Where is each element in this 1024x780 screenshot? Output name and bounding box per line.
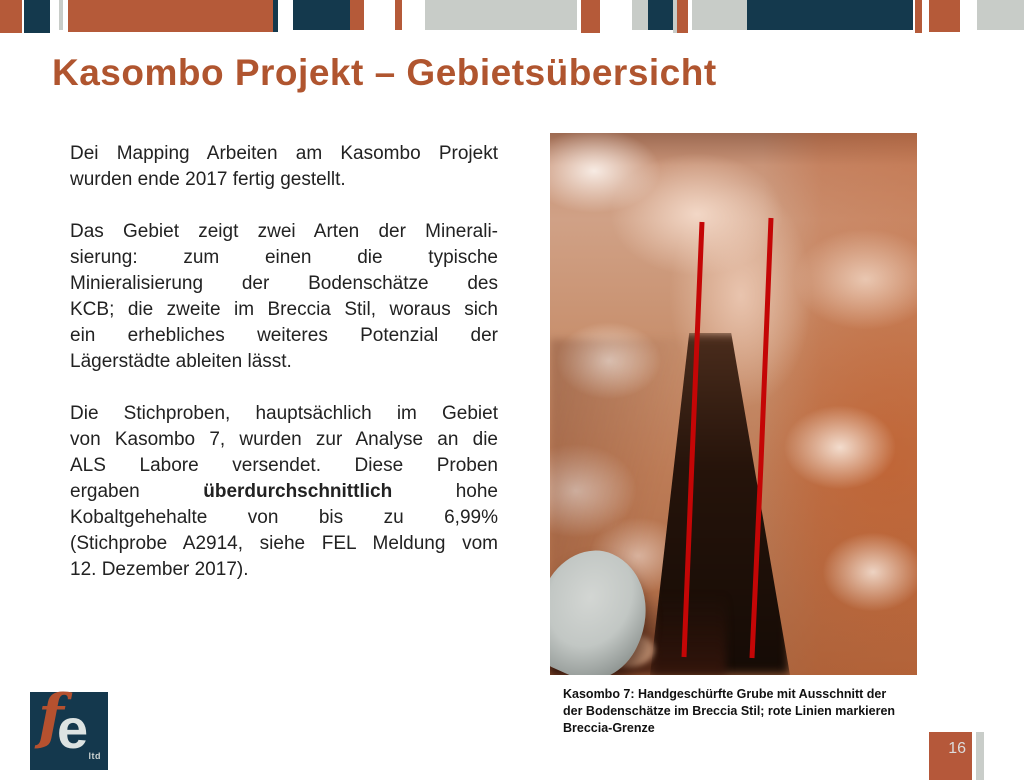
photo-caption [563, 686, 925, 737]
fe-ltd-logo [30, 682, 108, 770]
paragraph-mapping [70, 141, 498, 193]
paragraph-stichproben [70, 401, 498, 583]
text-line: (Stichprobe A2914, siehe FEL Meldung vom [70, 533, 498, 554]
top-bar-block [425, 0, 577, 30]
text-line: wurden ende 2017 fertig gestellt. [70, 169, 346, 190]
text-line: 12. Dezember 2017). [70, 559, 249, 580]
logo-ltd-text: ltd [88, 751, 101, 761]
pit-photo [550, 133, 917, 675]
paragraph-mineralisierung [70, 219, 498, 375]
text-line: ALS Labore versendet. Diese Proben [70, 455, 498, 476]
top-bar-block [977, 0, 1024, 30]
text-line: ein erhebliches weiteres Potenzial der [70, 325, 498, 346]
breccia-line-right [752, 218, 771, 658]
page-number-box: 16 [929, 732, 972, 780]
text-line: ergaben überdurchschnittlich hohe [70, 481, 498, 502]
top-bar-block [747, 0, 913, 30]
text-line: Dei Mapping Arbeiten am Kasombo Projekt [70, 143, 498, 164]
caption-line: Breccia-Grenze [563, 721, 655, 735]
body-text [70, 141, 498, 609]
logo-letter-e: e [57, 697, 89, 760]
top-bar-block [0, 0, 22, 33]
top-bar-block [395, 0, 402, 30]
top-bar-block [632, 0, 648, 30]
top-bar-block [293, 0, 350, 30]
caption-line: Kasombo 7: Handgeschürfte Grube mit Ausschnitt der [563, 687, 887, 701]
logo-letter-f: f [38, 682, 64, 752]
top-bar-block [273, 0, 278, 32]
text-line: Die Stichproben, hauptsächlich im Gebiet [70, 403, 498, 424]
text-line: Kobaltgehehalte von bis zu 6,99% [70, 507, 498, 528]
page-number-strip [976, 732, 984, 780]
top-bar-block [929, 0, 960, 32]
text-line: sierung: zum einen die typische [70, 247, 498, 268]
top-bar-block [24, 0, 50, 33]
top-bar-block [59, 0, 63, 30]
text-line: Lägerstädte ableiten lässt. [70, 351, 292, 372]
caption-line: der Bodenschätze im Breccia Stil; rote Linien markieren [563, 704, 896, 718]
top-bar-block [648, 0, 673, 30]
text-line: von Kasombo 7, wurden zur Analyse an die [70, 429, 498, 450]
top-bar-block [915, 0, 922, 33]
top-bar-block [68, 0, 273, 32]
page-title: Kasombo Projekt – Gebietsübersicht [52, 52, 717, 93]
top-bar-block [692, 0, 747, 30]
top-bar-block [677, 0, 688, 33]
breccia-boundary-lines [550, 133, 917, 675]
text-line: KCB; die zweite im Breccia Stil, woraus sich [70, 299, 498, 320]
top-bar [0, 0, 1024, 33]
text-line: Minieralisierung der Bodenschätze des [70, 273, 498, 294]
text-line: Das Gebiet zeigt zwei Arten der Minerali- [70, 221, 498, 242]
breccia-line-left [684, 222, 702, 657]
top-bar-block [581, 0, 600, 33]
top-bar-block [350, 0, 364, 30]
